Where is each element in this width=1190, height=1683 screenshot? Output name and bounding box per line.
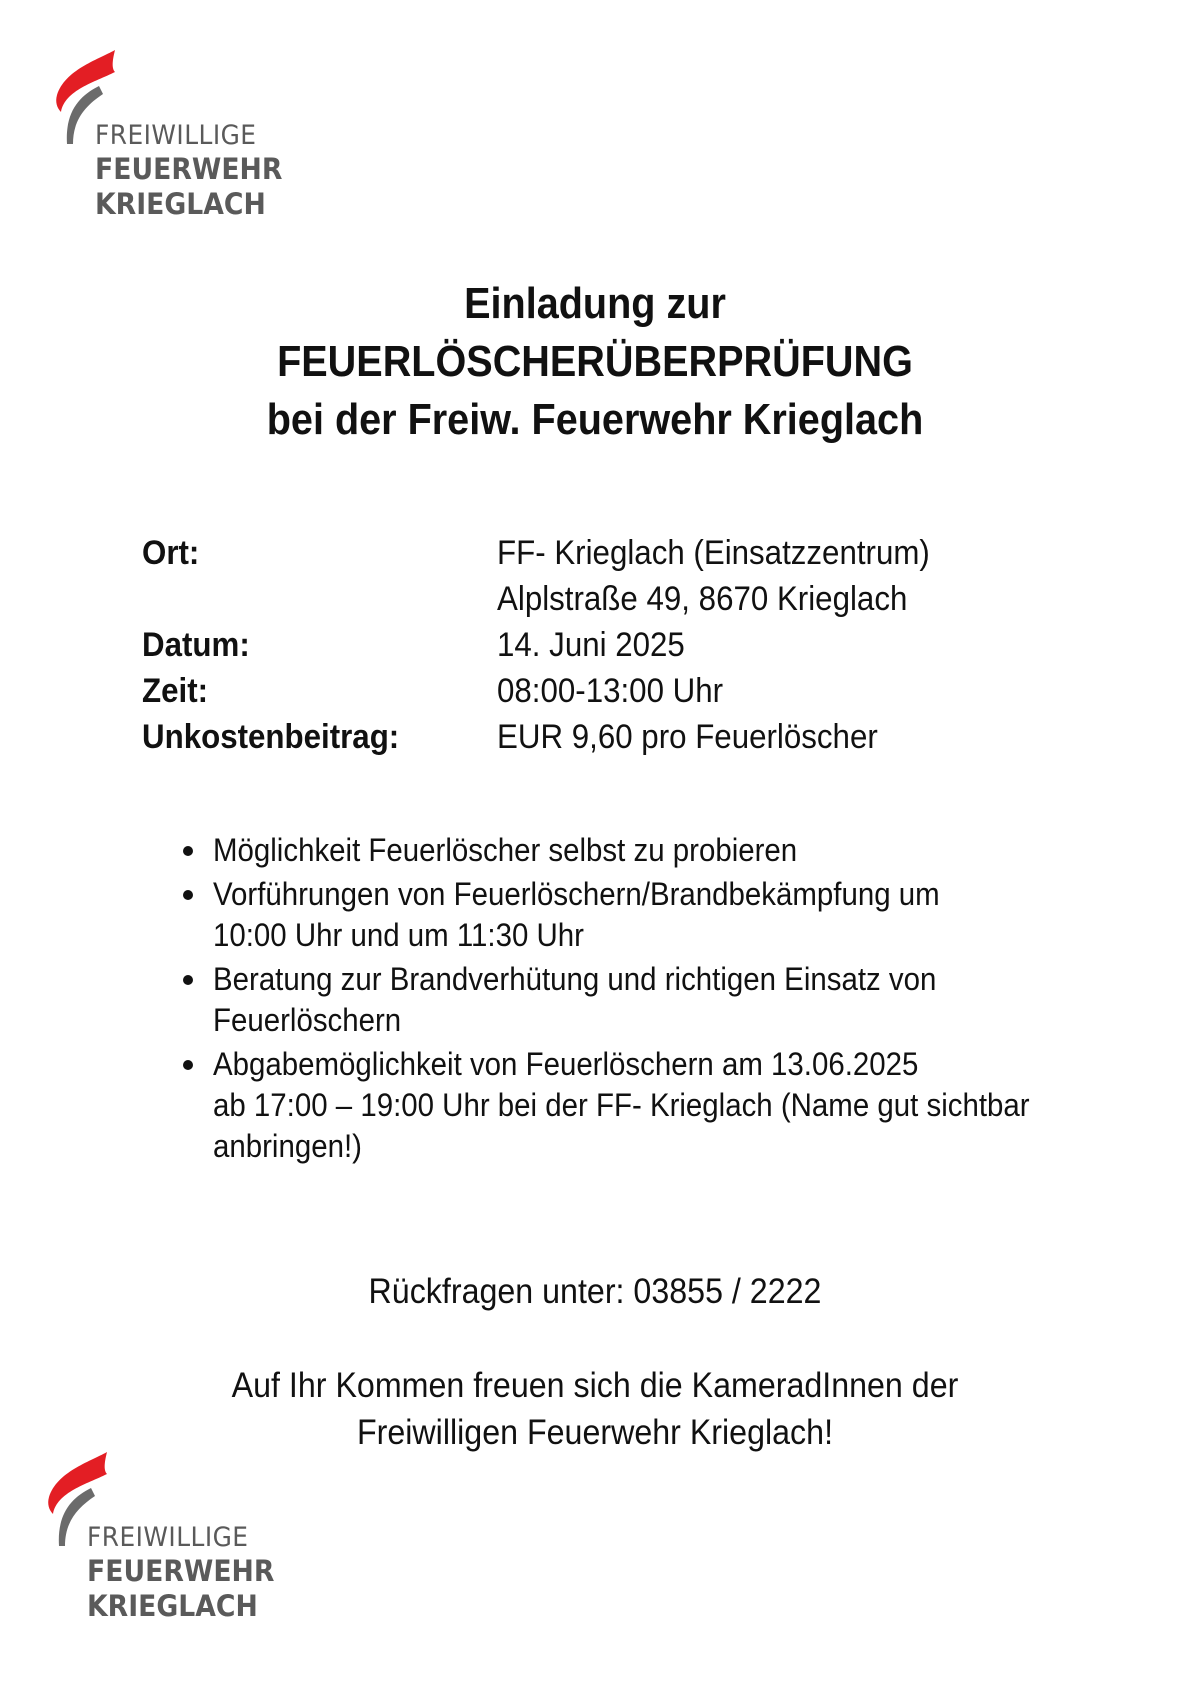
bullet-icon: [183, 975, 193, 985]
ort-label: Ort:: [142, 534, 200, 572]
list-item-text: Abgabemöglichkeit von Feuerlöschern am 13.06.2025 ab 17:00 – 19:00 Uhr bei der FF- Krieglach (Name gut sichtbar anbringen!): [213, 1046, 1030, 1164]
logo-bottom: [47, 1452, 275, 1632]
ort-value-line-2: Alplstraße 49, 8670 Krieglach: [497, 580, 908, 618]
bullet-icon: [183, 890, 193, 900]
ort-value-line-1: FF- Krieglach (Einsatzzentrum): [497, 534, 930, 572]
list-item: [175, 874, 1075, 956]
list-item: [175, 959, 1075, 1041]
beitrag-value: EUR 9,60 pro Feuerlöscher: [497, 718, 878, 756]
list-item-text: Vorführungen von Feuerlöschern/Brandbekämpfung um 10:00 Uhr und um 11:30 Uhr: [213, 876, 940, 953]
logo-line-krieglach: KRIEGLACH: [95, 187, 266, 221]
zeit-label: Zeit:: [142, 672, 209, 710]
datum-label: Datum:: [142, 626, 250, 664]
bullet-icon: [183, 1060, 193, 1070]
list-item: [175, 1044, 1075, 1167]
bullet-icon: [183, 846, 193, 856]
zeit-value: 08:00-13:00 Uhr: [497, 672, 724, 710]
beitrag-label: Unkostenbeitrag:: [142, 718, 400, 756]
document-title: [60, 275, 1131, 449]
closing-line-2: Freiwilligen Feuerwehr Krieglach!: [356, 1413, 834, 1452]
logo-top: [55, 50, 283, 230]
logo-wordmark: [87, 1524, 291, 1621]
list-item-text: Möglichkeit Feuerlöscher selbst zu probieren: [213, 832, 798, 868]
list-item-text: Beratung zur Brandverhütung und richtigen Einsatz von Feuerlöschern: [213, 961, 937, 1038]
closing-text: [48, 1362, 1143, 1456]
contact-line: Rückfragen unter: 03855 / 2222: [368, 1272, 822, 1311]
title-line-3: bei der Freiw. Feuerwehr Krieglach: [266, 395, 924, 444]
closing-line-1: Auf Ihr Kommen freuen sich die KameradInnen der: [231, 1366, 959, 1405]
datum-value: 14. Juni 2025: [497, 626, 685, 664]
title-line-2: FEUERLÖSCHERÜBERPRÜFUNG: [277, 337, 913, 386]
title-line-1: Einladung zur: [464, 279, 726, 328]
list-item: [175, 830, 1075, 871]
logo-line-krieglach: KRIEGLACH: [87, 1589, 258, 1623]
logo-wordmark: [95, 122, 299, 219]
logo-line-feuerwehr: FEUERWEHR: [95, 152, 283, 186]
ort-value: [497, 530, 930, 622]
logo-line-freiwillige: FREIWILLIGE: [87, 1522, 249, 1553]
logo-line-feuerwehr: FEUERWEHR: [87, 1554, 275, 1588]
logo-line-freiwillige: FREIWILLIGE: [95, 120, 257, 151]
feature-list: [175, 830, 1075, 1170]
